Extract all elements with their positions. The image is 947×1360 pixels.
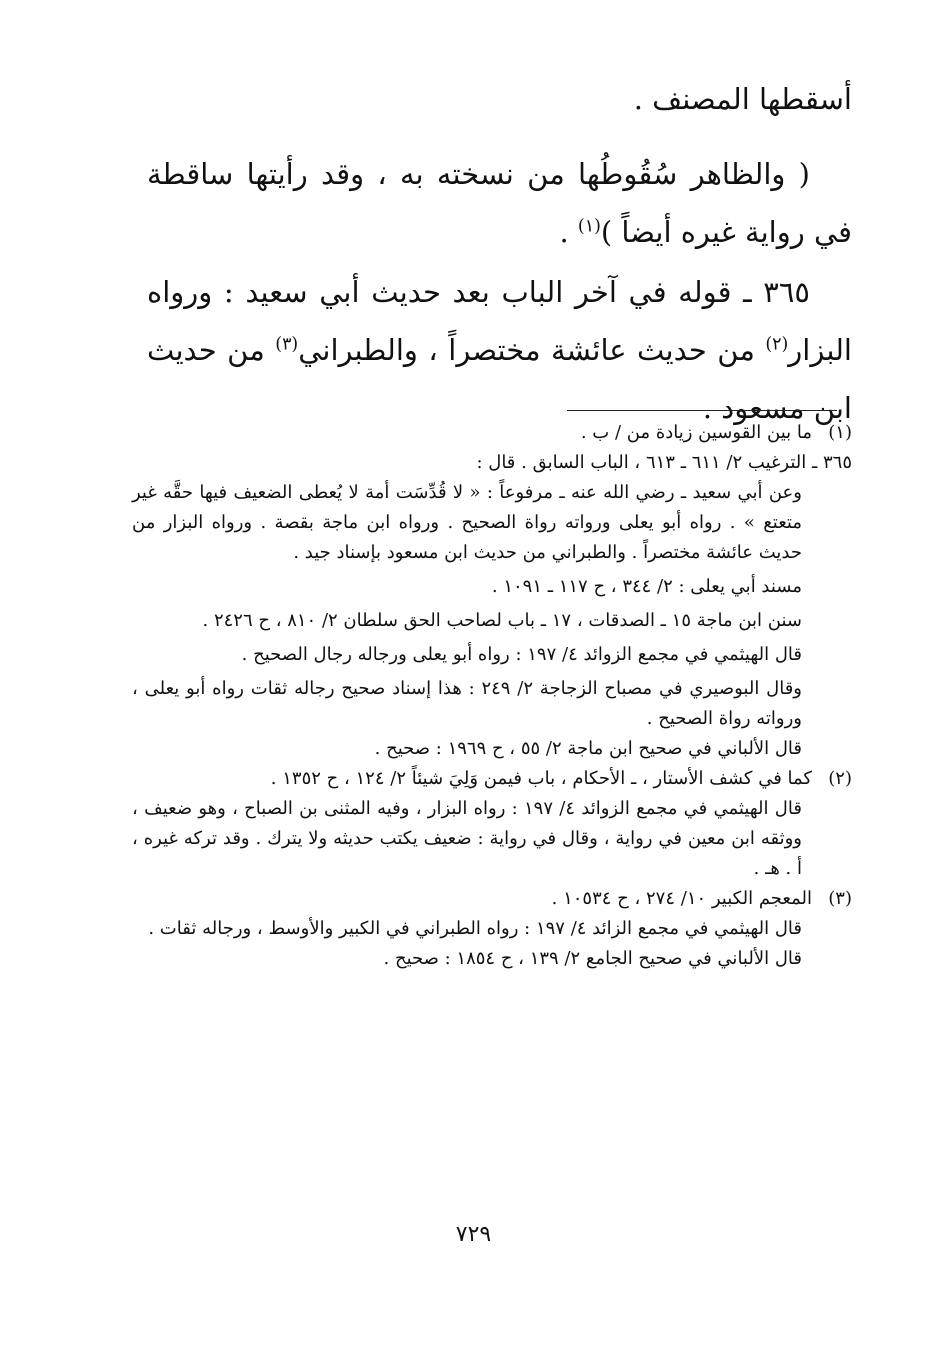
grading-line: قال الهيثمي في مجمع الزائد ٤/ ١٩٧ : رواه الطبراني في الكبير والأوسط ، ورجاله ثقات . bbox=[148, 918, 802, 939]
footnote-ref-2: (٢) bbox=[765, 334, 789, 355]
grading-line: قال الألباني في صحيح ابن ماجة ٢/ ٥٥ ، ح ١٩٦٩ : صحيح . bbox=[374, 738, 802, 759]
grading-line: قال الهيثمي في مجمع الزوائد ٤/ ١٩٧ : رواه البزار ، وفيه المثنى بن الصباح ، وهو ضعيف ، ووثقه ابن معين في رواية ، وقال في رواية : ضعيف يكتب حديثه ولا يترك . وقد تركه غيره ، أ . هـ . bbox=[132, 798, 802, 879]
grading-line: قال الألباني في صحيح الجامع ٢/ ١٣٩ ، ح ١٨٥٤ : صحيح . bbox=[383, 948, 802, 969]
footnote-number: (٣) bbox=[828, 888, 852, 909]
footnotes-section bbox=[132, 418, 852, 974]
quote-text: ( والظاهر سُقُوطُها من نسخته به ، وقد رأيتها ساقطة في رواية غيره أيضاً ) bbox=[147, 157, 852, 249]
footnote-text: المعجم الكبير ١٠/ ٢٧٤ ، ح ١٠٥٣٤ . bbox=[551, 888, 812, 909]
grading-line: وقال البوصيري في مصباح الزجاجة ٢/ ٢٤٩ : هذا إسناد صحيح رجاله ثقات رواه أبو يعلى ، ورواته رواة الصحيح . bbox=[132, 678, 802, 729]
source-line: ٣٦٥ ـ الترغيب ٢/ ٦١١ ـ ٦١٣ ، الباب السابق . قال : bbox=[476, 452, 852, 473]
grading-line: قال الهيثمي في مجمع الزوائد ٤/ ١٩٧ : رواه أبو يعلى ورجاله رجال الصحيح . bbox=[241, 644, 802, 665]
page-number: ٧٢٩ bbox=[455, 1222, 492, 1247]
footnote-text: ما بين القوسين زيادة من / ب . bbox=[580, 422, 812, 443]
continuation-line: أسقطها المصنف . bbox=[633, 82, 852, 116]
source-line: سنن ابن ماجة ١٥ ـ الصدقات ، ١٧ ـ باب لصاحب الحق سلطان ٢/ ٨١٠ ، ح ٢٤٢٦ . bbox=[202, 610, 802, 631]
main-text-line bbox=[147, 70, 852, 128]
footnote-ref-1: (١) bbox=[577, 216, 601, 237]
hadith-quote: وعن أبي سعيد ـ رضي الله عنه ـ مرفوعاً : « لا قُدِّسَت أمة لا يُعطى الضعيف فيها حقَّه غير متعتع » . رواه أبو يعلى ورواته رواة الصحيح . ورواه ابن ماجة بقصة . ورواه البزار من حديث عائشة مختصراً . والطبراني من حديث ابن مسعود بإسناد جيد . bbox=[132, 482, 802, 563]
footnote-number: (١) bbox=[828, 422, 852, 443]
footnote-separator bbox=[567, 410, 837, 411]
footnote-3 bbox=[132, 884, 852, 914]
footnote-1 bbox=[132, 418, 852, 448]
quoted-paragraph: ( والظاهر سُقُوطُها من نسخته به ، وقد رأيتها ساقطة في رواية غيره أيضاً )$^{(١)}$ . bbox=[147, 157, 852, 249]
entry-365-paragraph: ٣٦٥ ـ قوله في آخر الباب بعد حديث أبي سعيد : ورواه البزار$^{(٢)}$ من حديث عائشة مختصراً ، والطبراني$^{(٣)}$ من حديث ابن مسعود . bbox=[147, 275, 852, 425]
footnote-ref-3: (٣) bbox=[275, 334, 299, 355]
source-line: مسند أبي يعلى : ٢/ ٣٤٤ ، ح ١١٧ ـ ١٠٩١ . bbox=[491, 576, 802, 597]
entry-text: ٣٦٥ ـ قوله في آخر الباب بعد حديث أبي سعيد : ورواه البزار bbox=[147, 275, 852, 367]
footnote-number: (٢) bbox=[828, 768, 852, 789]
footnote-text: كما في كشف الأستار ، ـ الأحكام ، باب فيمن وَلِيَ شيئاً ٢/ ١٢٤ ، ح ١٣٥٢ . bbox=[270, 768, 812, 789]
footnote-2 bbox=[132, 764, 852, 794]
